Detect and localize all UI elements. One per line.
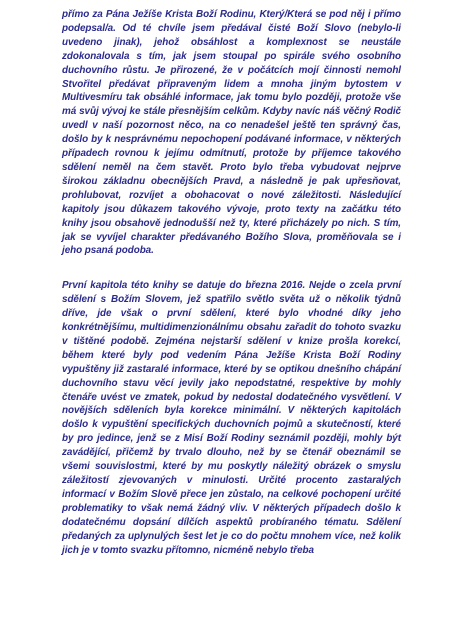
paragraph-2: První kapitola této knihy se datuje do března 2016. Nejde o zcela první sdělení s Božím Slovem, jež spatřilo světlo světa už o několik týdnů dříve, jde však o první sdělení, které bylo vhodné díky jeho konkrétnějšímu, multidimenzionálnímu obsahu zařadit do tohoto svazku v tištěné podobě. Zejména nejstarší sdělení v knize prošla korekcí, během které byly pod vedením Pána Ježíše Krista Boží Rodiny vypuštěny již zastaralé informace, které by se optikou dnešního chápání duchovního stavu věcí jevily jako nepodstatné, respektive by mohly čtenáře uvést ve zmatek, pokud by nedostal dodatečného vysvětlení. V novějších sděleních byla korekce minimální. V některých kapitolách došlo k vypuštění specifických duchovních pojmů a skutečností, které by pro jedince, jenž se z Misí Boží Rodiny seznámil později, mohly být zavádějící, přičemž by trvalo dlouho, než by se čtenář obeznámil se všemi souvislostmi, které by mu poskytly náležitý obrázek o smyslu záležitostí zjevovaných v minulosti. Určité procento zastaralých informací v Božím Slově přece jen zůstalo, na celkové pochopení určité problematiky to však nemá žádný vliv. V některých případech došlo k dodatečnému dopsání dílčích aspektů probíraného tématu. Sdělení předaných za uplynulých šest let je co do počtu mnohem více, než kolik jich je v tomto svazku přítomno, nicméně nebylo třeba <box>62 280 401 556</box>
paragraph-1: přímo za Pána Ježíše Krista Boží Rodinu, Který/Která se pod něj i přímo podepsal/a. Od té chvíle jsem předával čisté Boží Slovo (nebylo-li uvedeno jinak), jehož obsáhlost a komplexnost se neustále zdokonalovala s tím, jak jsem stoupal po spirále svého osobního duchovního růstu. Je přirozené, že v počátcích mojí činnosti nemohl Stvořitel předávat připraveným lidem a mnoha jiným bytostem v Multivesmíru tak obsáhlé informace, jak tomu bylo později, protože vše má svůj vývoj ke stále přesnějším celkům. Kdyby navíc náš věčný Rodič uvedl v naší pozornost něco, na co nenadešel ještě ten správný čas, došlo by k nesprávnému nepochopení podávané informace, v některých případech rovnou k jejímu odmítnutí, protože by příjemce takového sdělení neměl na čem stavět. Proto bylo třeba vybudovat nejprve širokou základnu obecnějších Pravd, a následně je pak upřesňovat, prohlubovat, rozvíjet a obohacovat o nové záležitosti. Následující kapitoly jsou důkazem takového vývoje, proto texty na začátku této knihy jsou obsahově jednodušší než ty, které přicházely po nich. S tím, jak se vyvíjel charakter předávaného Božího Slova, proměňovala se i jeho psaná podoba. <box>62 9 401 257</box>
